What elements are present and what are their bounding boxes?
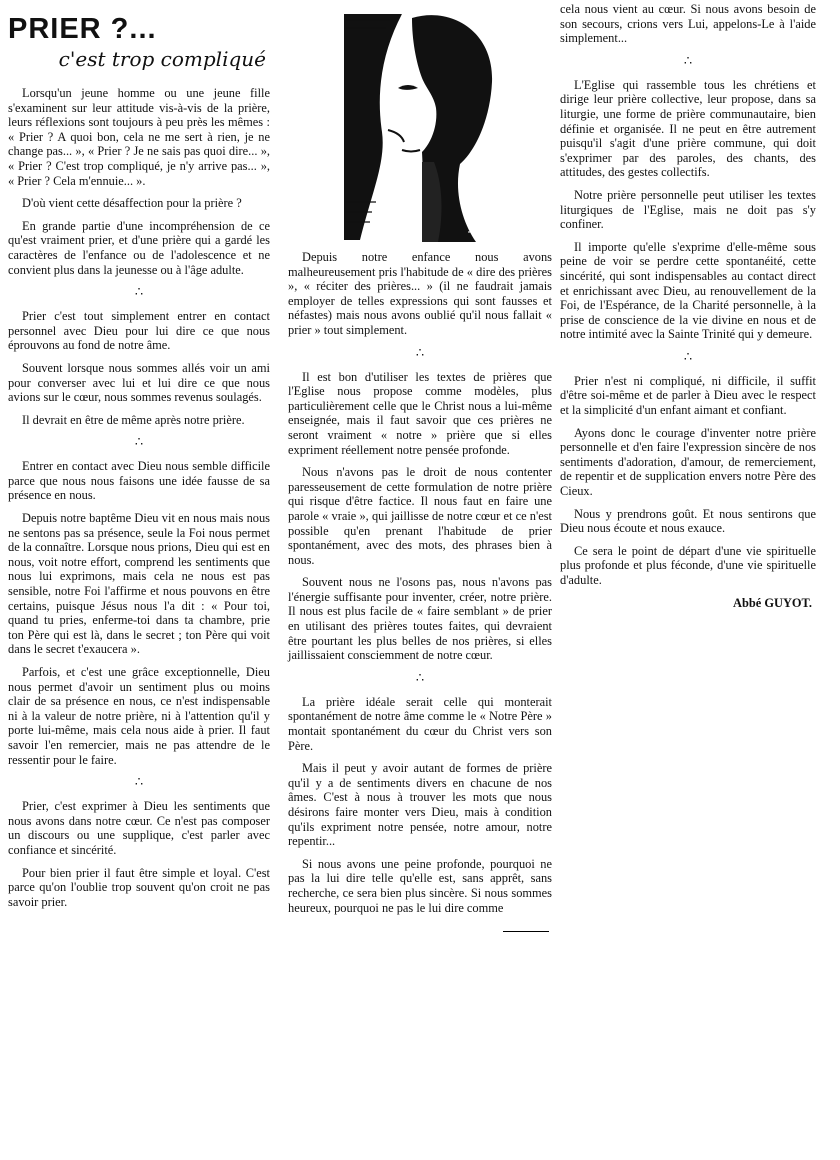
paragraph: La prière idéale serait celle qui monterait spontanément de notre âme comme le « Notre Père » montait spontanément du cœur du Christ vers son Père. bbox=[288, 694, 552, 753]
paragraph: Il devrait en être de même après notre prière. bbox=[22, 412, 245, 427]
column-2 bbox=[288, 0, 552, 932]
paragraph: Mais il peut y avoir autant de formes de prière qu'il y a de sentiments divers en chacune de nos âmes. C'est à nous à trouver les mots que nous désirons faire monter vers Dieu, mais à condition qu'ils expriment notre pensée, notre amour, notre repentir... bbox=[288, 761, 552, 849]
paragraph: Il importe qu'elle s'exprime d'elle-même sous peine de voir se perdre cette spontanéité, cette sincérité, qui sont indispensables au contact direct et enrichissant avec Dieu, au renouvellement de la Foi, de l'Espérance, de la Charité personnelle, à la prise de conscience de la vie divine en nous et de notre intimité avec la Sainte Trinité qui y demeure. bbox=[560, 239, 816, 342]
paragraph: Depuis notre enfance nous avons malheureusement pris l'habitude de « dire des prières », « réciter des prières... » (il ne faudrait jamais employer de telles expressions qui sont fausses et néfastes) mais nous avons oublié qu'il nous fallait « prier » tout simplement. bbox=[288, 250, 552, 337]
paragraph: Pour bien prier il faut être simple et loyal. C'est parce qu'on l'oublie trop souvent qu'on croit ne pas savoir prier. bbox=[8, 865, 270, 909]
paragraph: Prier n'est ni compliqué, ni difficile, il suffit d'être soi-même et de parler à Dieu avec le respect et la simplicité d'un enfant aimant et confiant. bbox=[560, 373, 816, 418]
paragraph: Parfois, et c'est une grâce exceptionnelle, Dieu nous permet d'avoir un sentiment plus ou moins clair de sa présence en nous, ce n'est indispensable ni à la valeur de notre prière, ni à l'attention qu'il y porte lui-même, mais cela nous aide à prier. Il faut savoir l'en remercier, mais ne pas attendre de le ressentir pour le faire. bbox=[8, 665, 270, 767]
separator-mark: ∴ bbox=[415, 669, 425, 685]
paragraph: Notre prière personnelle peut utiliser les textes liturgiques de l'Eglise, mais ne doit pas s'y confiner. bbox=[560, 187, 816, 232]
paragraph: En grande partie d'une incompréhension de ce qu'est vraiment prier, et d'une prière qui a gardé les caractères de l'enfance ou de l'adolescence et ne convient plus dans la jeunesse ou à l'âge adulte. bbox=[8, 218, 270, 277]
article-subtitle: c'est trop compliqué bbox=[58, 47, 266, 71]
end-rule bbox=[503, 931, 549, 932]
paragraph: Si nous avons une peine profonde, pourquoi ne pas la lui dire telle qu'elle est, sans apprêt, sans recherche, ce sera bien plus sincère. Si nous sommes heureux, pourquoi ne pas le lui dire comme bbox=[288, 856, 552, 915]
paragraph: Nous y prendrons goût. Et nous sentirons que Dieu nous écoute et nous exauce. bbox=[560, 506, 816, 536]
paragraph: Souvent lorsque nous sommes allés voir un ami pour converser avec lui et lui dire ce que nous avions sur le cœur, nous sommes revenus soulagés. bbox=[8, 360, 270, 405]
separator-mark: ∴ bbox=[415, 344, 425, 360]
author-signature: Abbé GUYOT. bbox=[733, 595, 812, 610]
column-3 bbox=[560, 0, 816, 611]
paragraph: D'où vient cette désaffection pour la prière ? bbox=[22, 196, 242, 211]
paragraph: Il est bon d'utiliser les textes de prières que l'Eglise nous propose comme modèles, plus particulièrement celle que le Christ nous a lui-même enseignée, mais il faut savoir que ces prières ne seront vraiment « notre » prière que si elles expriment réellement notre pensée profonde. bbox=[288, 369, 552, 457]
paragraph: Prier c'est tout simplement entrer en contact personnel avec Dieu pour lui dire ce que nous éprouvons au fond de notre âme. bbox=[8, 309, 270, 353]
paragraph: cela nous vient au cœur. Si nous avons besoin de son secours, crions vers Lui, appelons-Le à l'aide simplement... bbox=[560, 2, 816, 46]
separator-mark: ∴ bbox=[683, 52, 693, 68]
separator-mark: ∴ bbox=[134, 434, 144, 450]
article-title: PRIER ?... bbox=[8, 13, 157, 45]
column-1 bbox=[8, 0, 270, 917]
paragraph: Ce sera le point de départ d'une vie spirituelle plus profonde et plus féconde, d'une vie spirituelle d'adulte. bbox=[560, 543, 816, 587]
paragraph: Ayons donc le courage d'inventer notre prière personnelle et d'en faire l'expression sincère de nos sentiments d'adoration, d'amour, de remerciement, de repentir et de supplication envers notre Père des Cieux. bbox=[560, 425, 816, 499]
separator-mark: ∴ bbox=[683, 348, 693, 364]
paragraph: Lorsqu'un jeune homme ou une jeune fille s'examinent sur leur attitude vis-à-vis de la prière, leurs réflexions sont toujours à peu près les mêmes : « Prier ? A quoi bon, cela ne me sert à rien, je ne change pas... », « Prier ? Je ne sais pas quoi dire... », « Prier ? C'est trop compliqué, je n'y arrive pas... », « Prier ? Cela m'ennuie... ». bbox=[8, 86, 270, 188]
separator-mark: ∴ bbox=[134, 774, 144, 790]
paragraph: L'Eglise qui rassemble tous les chrétiens et dirige leur prière collective, leur propose, dans sa liturgie, une forme de prière communautaire, bien définie et organisée. Il ne peut en être autrement puisqu'il s'agit d'une prière commune, qui doit s'exprimer par des paroles, des chants, des attitudes, des gestes collectifs. bbox=[560, 77, 816, 180]
paragraph: Entrer en contact avec Dieu nous semble difficile parce que nous nous faisons une idée fausse de sa présence en nous. bbox=[8, 459, 270, 503]
paragraph: Nous n'avons pas le droit de nous contenter paresseusement de cette formulation de notre prière qui risque d'être factice. Il nous faut en faire une parole « vraie », qui jaillisse de notre cœur et ce n'est possible qu'en prenant l'habitude de prier spontanément, avec des mots, des phrases bien à nous. bbox=[288, 465, 552, 567]
paragraph: Souvent nous ne l'osons pas, nous n'avons pas l'énergie suffisante pour inventer, créer, notre prière. Il nous est plus facile de « faire semblant » de prier en utilisant des prières toutes faites, qui devraient être pourtant les plus belles de nos prières, si elles jaillissaient consciemment de notre cœur. bbox=[288, 575, 552, 663]
paragraph: Depuis notre baptême Dieu vit en nous mais nous ne sentons pas sa présence, seule la Foi nous permet de la connaître. Lorsque nous prions, Dieu qui est en nous, voit notre effort, comprend les sentiments que nous lui exprimons, mais cela ne nous est pas sensible, notre Foi l'affirme et nous pouvons en être certains, puisque Jésus nous l'a dit : « Pour toi, quand tu pries, enferme-toi dans ta chambre, prie ton Père qui est là, dans le secret ; ton Père qui voit dans le secret t'exaucera ». bbox=[8, 511, 270, 657]
face-silhouette-illustration bbox=[342, 12, 498, 242]
paragraph: Prier, c'est exprimer à Dieu les sentiments que nous avons dans notre cœur. Ce n'est pas composer un discours ou une supplique, c'est parler avec confiance et sincérité. bbox=[8, 799, 270, 857]
separator-mark: ∴ bbox=[134, 284, 144, 300]
